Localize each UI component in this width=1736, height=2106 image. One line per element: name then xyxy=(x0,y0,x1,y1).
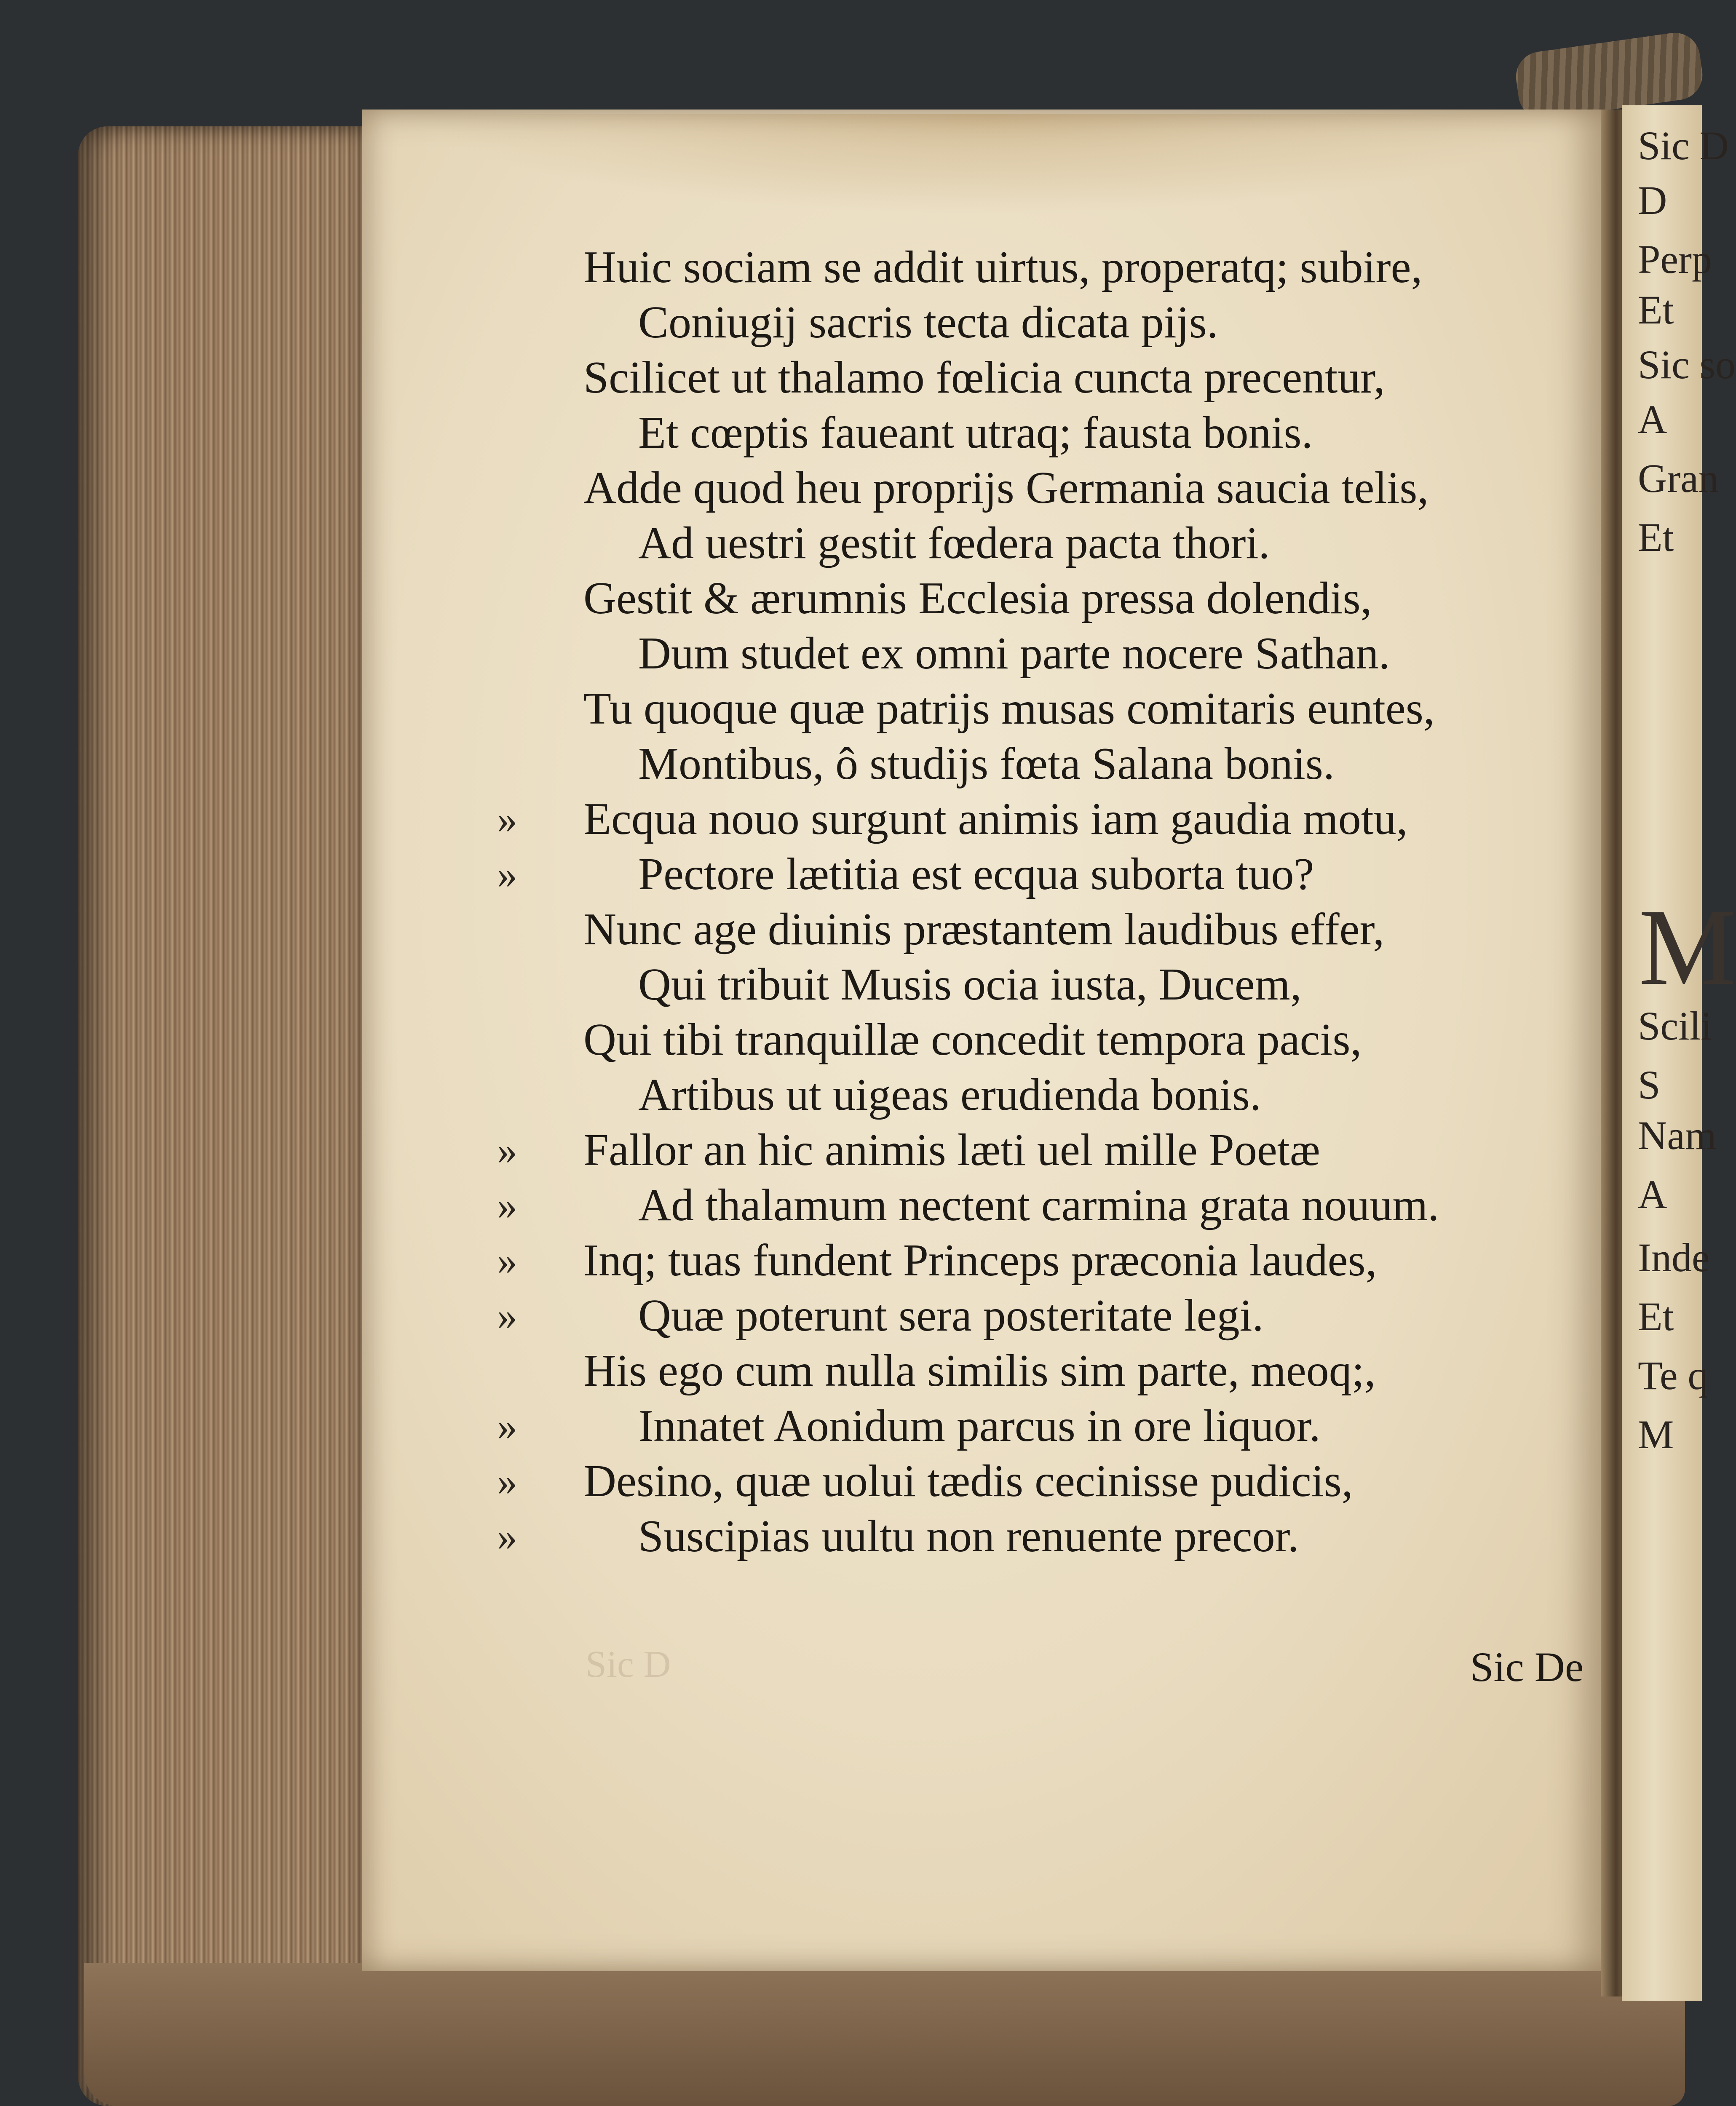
verse-line: Scilicet ut thalamo fœlicia cuncta precentur, xyxy=(583,353,1385,403)
recto-text-fragment: Scili xyxy=(1638,1003,1712,1048)
recto-text-fragment: Et xyxy=(1638,287,1674,332)
water-stain xyxy=(421,114,1559,215)
verse-line: Ad uestri gestit fœdera pacta thori. xyxy=(638,518,1270,568)
recto-text-fragment: A xyxy=(1638,1172,1667,1217)
verse-line: Coniugij sacris tecta dicata pijs. xyxy=(638,297,1218,347)
verse-line: Gestit & ærumnis Ecclesia pressa dolendis, xyxy=(583,573,1372,623)
recto-text-fragment: M xyxy=(1639,887,1736,1008)
recto-text-fragment: Et xyxy=(1638,515,1674,560)
verse-line: Qui tribuit Musis ocia iusta, Ducem, xyxy=(638,959,1302,1010)
verse-line: His ego cum nulla similis sim parte, meoq;, xyxy=(583,1346,1376,1396)
verse-line: Tu quoque quæ patrijs musas comitaris euntes, xyxy=(583,684,1435,734)
verse-line: Inq; tuas fundent Princeps præconia laudes, xyxy=(583,1235,1377,1286)
marginal-quotation-mark: » xyxy=(497,1293,517,1338)
marginal-quotation-mark: » xyxy=(497,1128,517,1173)
verse-line: Ad thalamum nectent carmina grata nouum. xyxy=(638,1180,1439,1230)
verse-line: Qui tibi tranquillæ concedit tempora pacis, xyxy=(583,1015,1362,1065)
recto-text-fragment: D xyxy=(1638,178,1667,223)
catchword: Sic De xyxy=(1470,1644,1584,1690)
verse-line: Et cœptis faueant utraq; fausta bonis. xyxy=(638,408,1313,458)
verse-line: Suscipias uultu non renuente precor. xyxy=(638,1511,1299,1561)
verse-line: Innatet Aonidum parcus in ore liquor. xyxy=(638,1401,1321,1451)
marginal-quotation-mark: » xyxy=(497,1514,517,1559)
verse-line: Dum studet ex omni parte nocere Sathan. xyxy=(638,628,1390,679)
recto-text-fragment: Inde xyxy=(1638,1235,1710,1280)
marginal-quotation-mark: » xyxy=(497,796,517,842)
recto-text-fragment: Nam xyxy=(1638,1113,1717,1158)
verse-line: Montibus, ô studijs fœta Salana bonis. xyxy=(638,739,1335,789)
marginal-quotation-mark: » xyxy=(497,1403,517,1449)
show-through-text: Sic D xyxy=(586,1644,671,1685)
marginal-quotation-mark: » xyxy=(497,1183,517,1228)
verse-line: Huic sociam se addit uirtus, properatq; subire, xyxy=(583,242,1423,292)
recto-text-fragment: M xyxy=(1638,1412,1674,1457)
marginal-quotation-mark: » xyxy=(497,1238,517,1283)
marginal-quotation-mark: » xyxy=(497,852,517,897)
verse-line: Adde quod heu proprijs Germania saucia telis, xyxy=(583,463,1429,513)
recto-page-edge xyxy=(1622,105,1736,2001)
verse-line: Artibus ut uigeas erudienda bonis. xyxy=(638,1070,1261,1120)
recto-text-fragment: Sic D xyxy=(1638,123,1729,168)
verse-line: Pectore lætitia est ecqua suborta tuo? xyxy=(638,849,1314,899)
book-bottom-edge xyxy=(84,1963,1685,2106)
recto-text-fragment: Te q xyxy=(1638,1353,1708,1398)
verse-line: Nunc age diuinis præstantem laudibus effer, xyxy=(583,904,1385,954)
verse-line: Ecqua nouo surgunt animis iam gaudia motu, xyxy=(583,794,1408,844)
marginal-quotation-mark: » xyxy=(497,1459,517,1504)
recto-text-fragment: A xyxy=(1638,397,1667,442)
recto-text-fragment: Et xyxy=(1638,1294,1674,1339)
verse-line: Fallor an hic animis læti uel mille Poetæ xyxy=(583,1125,1320,1175)
recto-text-fragment: Gran xyxy=(1638,456,1719,501)
recto-text-fragment: S xyxy=(1638,1062,1661,1107)
recto-text-fragment: Sic so xyxy=(1638,342,1736,387)
verse-line: Quæ poterunt sera posteritate legi. xyxy=(638,1291,1264,1341)
verse-line: Desino, quæ uolui tædis cecinisse pudicis, xyxy=(583,1456,1353,1506)
recto-text-fragment: Perp xyxy=(1638,237,1712,282)
fore-edge-page-stack xyxy=(78,126,369,2106)
